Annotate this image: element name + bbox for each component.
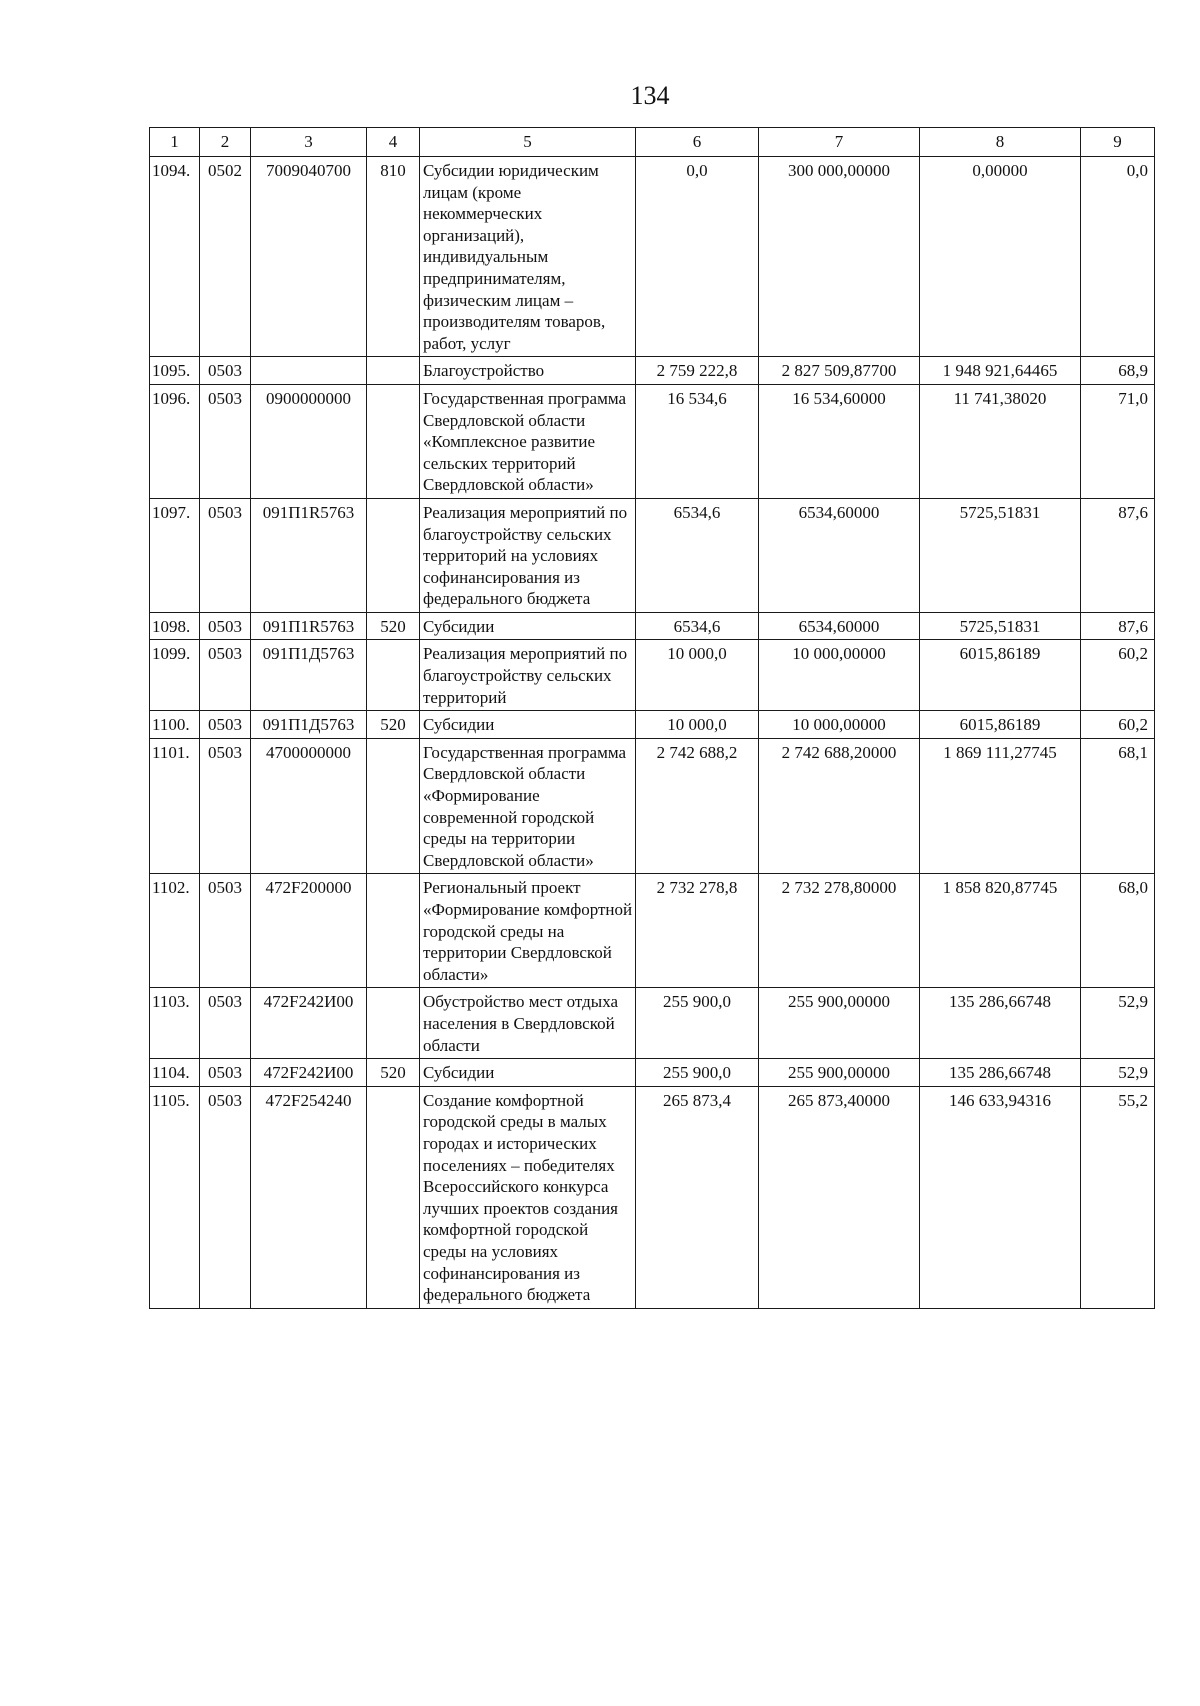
row-number-cell: 1099.: [150, 640, 200, 711]
table-row: [150, 988, 1155, 1059]
planned-amount-cell: 265 873,40000: [759, 1086, 920, 1308]
executed-amount-cell: 0,00000: [920, 157, 1081, 357]
section-code-cell: 0503: [200, 384, 251, 498]
target-code-cell: 472F200000: [251, 874, 367, 988]
section-code-cell: 0503: [200, 357, 251, 385]
row-number-cell: 1094.: [150, 157, 200, 357]
planned-amount-cell: 16 534,60000: [759, 384, 920, 498]
planned-amount-cell: 2 732 278,80000: [759, 874, 920, 988]
section-code-cell: 0503: [200, 874, 251, 988]
executed-amount-cell: 135 286,66748: [920, 988, 1081, 1059]
expense-type-cell: [367, 498, 420, 612]
approved-amount-cell: 2 759 222,8: [636, 357, 759, 385]
header-cell: 4: [367, 128, 420, 157]
row-number-cell: 1100.: [150, 711, 200, 739]
target-code-cell: 091П1R5763: [251, 612, 367, 640]
item-name-cell: Создание комфортной городской среды в малых городах и исторических поселениях – победителях Всероссийского конкурса лучших проектов создания комфортной городской среды на условиях софинансирования из федерального бюджета: [420, 1086, 636, 1308]
item-name-cell: Субсидии юридическим лицам (кроме некоммерческих организаций), индивидуальным предпринимателям, физическим лицам – производителям товаров, работ, услуг: [420, 157, 636, 357]
expense-type-cell: 810: [367, 157, 420, 357]
execution-percent-cell: 0,0: [1081, 157, 1155, 357]
target-code-cell: 472F254240: [251, 1086, 367, 1308]
row-number-cell: 1103.: [150, 988, 200, 1059]
table-row: [150, 1059, 1155, 1087]
section-code-cell: 0503: [200, 1086, 251, 1308]
header-cell: 8: [920, 128, 1081, 157]
section-code-cell: 0503: [200, 711, 251, 739]
planned-amount-cell: 6534,60000: [759, 498, 920, 612]
table-row: [150, 738, 1155, 874]
approved-amount-cell: 10 000,0: [636, 640, 759, 711]
target-code-cell: 7009040700: [251, 157, 367, 357]
table-row: [150, 384, 1155, 498]
item-name-cell: Субсидии: [420, 711, 636, 739]
item-name-cell: Реализация мероприятий по благоустройству сельских территорий: [420, 640, 636, 711]
execution-percent-cell: 55,2: [1081, 1086, 1155, 1308]
executed-amount-cell: 6015,86189: [920, 711, 1081, 739]
table-row: [150, 612, 1155, 640]
approved-amount-cell: 10 000,0: [636, 711, 759, 739]
planned-amount-cell: 10 000,00000: [759, 640, 920, 711]
row-number-cell: 1105.: [150, 1086, 200, 1308]
row-number-cell: 1095.: [150, 357, 200, 385]
header-cell: 5: [420, 128, 636, 157]
item-name-cell: Обустройство мест отдыха населения в Свердловской области: [420, 988, 636, 1059]
expense-type-cell: [367, 738, 420, 874]
expense-type-cell: 520: [367, 612, 420, 640]
expense-type-cell: 520: [367, 1059, 420, 1087]
row-number-cell: 1097.: [150, 498, 200, 612]
executed-amount-cell: 5725,51831: [920, 498, 1081, 612]
execution-percent-cell: 52,9: [1081, 1059, 1155, 1087]
header-cell: 1: [150, 128, 200, 157]
header-cell: 9: [1081, 128, 1155, 157]
item-name-cell: Государственная программа Свердловской области «Формирование современной городской среды на территории Свердловской области»: [420, 738, 636, 874]
execution-percent-cell: 87,6: [1081, 498, 1155, 612]
header-cell: 3: [251, 128, 367, 157]
target-code-cell: 091П1Д5763: [251, 711, 367, 739]
section-code-cell: 0503: [200, 1059, 251, 1087]
execution-percent-cell: 71,0: [1081, 384, 1155, 498]
target-code-cell: 4700000000: [251, 738, 367, 874]
target-code-cell: 472F242И00: [251, 988, 367, 1059]
execution-percent-cell: 52,9: [1081, 988, 1155, 1059]
target-code-cell: 091П1Д5763: [251, 640, 367, 711]
executed-amount-cell: 1 858 820,87745: [920, 874, 1081, 988]
execution-percent-cell: 68,9: [1081, 357, 1155, 385]
item-name-cell: Региональный проект «Формирование комфортной городской среды на территории Свердловской области»: [420, 874, 636, 988]
expense-type-cell: 520: [367, 711, 420, 739]
executed-amount-cell: 146 633,94316: [920, 1086, 1081, 1308]
approved-amount-cell: 255 900,0: [636, 988, 759, 1059]
approved-amount-cell: 0,0: [636, 157, 759, 357]
approved-amount-cell: 6534,6: [636, 498, 759, 612]
section-code-cell: 0503: [200, 640, 251, 711]
executed-amount-cell: 1 948 921,64465: [920, 357, 1081, 385]
header-cell: 7: [759, 128, 920, 157]
planned-amount-cell: 2 742 688,20000: [759, 738, 920, 874]
executed-amount-cell: 135 286,66748: [920, 1059, 1081, 1087]
target-code-cell: 091П1R5763: [251, 498, 367, 612]
table-header-row: [150, 128, 1155, 157]
approved-amount-cell: 265 873,4: [636, 1086, 759, 1308]
approved-amount-cell: 16 534,6: [636, 384, 759, 498]
section-code-cell: 0503: [200, 738, 251, 874]
executed-amount-cell: 11 741,38020: [920, 384, 1081, 498]
approved-amount-cell: 2 732 278,8: [636, 874, 759, 988]
execution-percent-cell: 68,1: [1081, 738, 1155, 874]
item-name-cell: Субсидии: [420, 1059, 636, 1087]
table-row: [150, 1086, 1155, 1308]
table-row: [150, 711, 1155, 739]
target-code-cell: [251, 357, 367, 385]
expense-type-cell: [367, 874, 420, 988]
item-name-cell: Реализация мероприятий по благоустройству сельских территорий на условиях софинансирования из федерального бюджета: [420, 498, 636, 612]
approved-amount-cell: 255 900,0: [636, 1059, 759, 1087]
table-row: [150, 157, 1155, 357]
table-row: [150, 640, 1155, 711]
header-cell: 6: [636, 128, 759, 157]
execution-percent-cell: 60,2: [1081, 711, 1155, 739]
execution-percent-cell: 87,6: [1081, 612, 1155, 640]
table-row: [150, 874, 1155, 988]
planned-amount-cell: 10 000,00000: [759, 711, 920, 739]
section-code-cell: 0502: [200, 157, 251, 357]
expense-type-cell: [367, 988, 420, 1059]
page-number: 134: [630, 81, 670, 110]
planned-amount-cell: 255 900,00000: [759, 1059, 920, 1087]
planned-amount-cell: 300 000,00000: [759, 157, 920, 357]
target-code-cell: 472F242И00: [251, 1059, 367, 1087]
executed-amount-cell: 6015,86189: [920, 640, 1081, 711]
header-cell: 2: [200, 128, 251, 157]
expense-type-cell: [367, 357, 420, 385]
execution-percent-cell: 68,0: [1081, 874, 1155, 988]
row-number-cell: 1101.: [150, 738, 200, 874]
item-name-cell: Благоустройство: [420, 357, 636, 385]
row-number-cell: 1102.: [150, 874, 200, 988]
table-row: [150, 357, 1155, 385]
planned-amount-cell: 6534,60000: [759, 612, 920, 640]
expense-type-cell: [367, 1086, 420, 1308]
expense-type-cell: [367, 640, 420, 711]
execution-percent-cell: 60,2: [1081, 640, 1155, 711]
section-code-cell: 0503: [200, 498, 251, 612]
approved-amount-cell: 6534,6: [636, 612, 759, 640]
row-number-cell: 1104.: [150, 1059, 200, 1087]
executed-amount-cell: 5725,51831: [920, 612, 1081, 640]
budget-table: [149, 127, 1155, 1309]
approved-amount-cell: 2 742 688,2: [636, 738, 759, 874]
section-code-cell: 0503: [200, 612, 251, 640]
table-row: [150, 498, 1155, 612]
target-code-cell: 0900000000: [251, 384, 367, 498]
row-number-cell: 1096.: [150, 384, 200, 498]
item-name-cell: Субсидии: [420, 612, 636, 640]
section-code-cell: 0503: [200, 988, 251, 1059]
executed-amount-cell: 1 869 111,27745: [920, 738, 1081, 874]
planned-amount-cell: 2 827 509,87700: [759, 357, 920, 385]
planned-amount-cell: 255 900,00000: [759, 988, 920, 1059]
expense-type-cell: [367, 384, 420, 498]
item-name-cell: Государственная программа Свердловской области «Комплексное развитие сельских территорий Свердловской области»: [420, 384, 636, 498]
row-number-cell: 1098.: [150, 612, 200, 640]
